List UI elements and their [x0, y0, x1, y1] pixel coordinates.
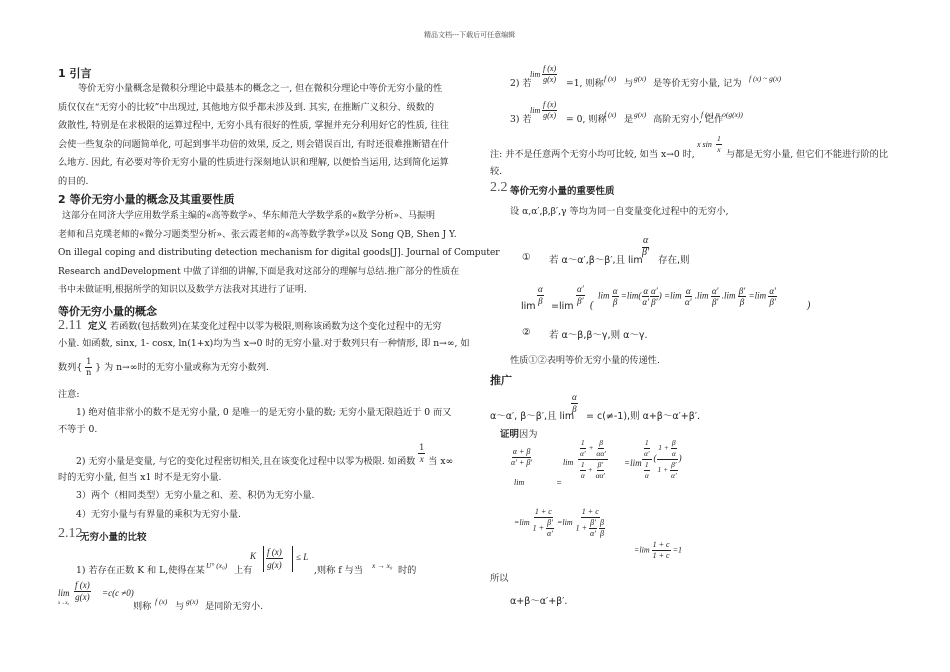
fraction-denominator: x — [717, 145, 721, 154]
abs-ratio — [266, 546, 283, 571]
eq-chain: lim $\frac{\alpha}{\beta}$ =lim( $\frac{\alpha}{\alpha'}$ $\frac{\alpha'}{\beta'}$ ) =lim $\frac{\alpha}{\alpha'}$ .lim $\frac{\alpha'}{\beta'}$ .lim $\frac{\beta'}{\beta}$ =lim $\frac{\alpha'}{\beta'}$ — [598, 286, 777, 307]
fraction-denominator: 1 + $\frac{\beta'}{\alpha'}$ — [532, 518, 553, 538]
fraction-denominator: β — [612, 297, 618, 307]
case-2-post: 是等价无穷小量, 记为 — [653, 78, 742, 89]
fraction-denominator: β′ — [642, 247, 650, 258]
fraction-numerator: 1 + c — [652, 540, 670, 549]
case-1-conclusion: 是同阶无穷小. — [205, 601, 264, 612]
eq-paren-close: ) — [807, 300, 811, 311]
fraction-denominator: $\frac{1}{\alpha}$ — [644, 460, 649, 480]
section-1-paragraph — [58, 80, 463, 191]
limit-process: x → x₀ — [372, 561, 393, 570]
case-3-post: 高阶无穷小, 记作 — [653, 114, 724, 125]
paragraph-line: 么地方. 因此, 有必要对等价无穷小量的性质进行深刻地认识和理解, 以便恰当运用, 达到简化运算 — [58, 157, 449, 168]
f-over-g-fraction — [266, 546, 283, 571]
definition-line-2: 小量. 如函数, sinx, 1- cosx, ln(1+x)均为当 x→0 时的无穷小量.对于数列只有一种情形, 即 n→∞, 如 — [58, 338, 470, 349]
paragraph-line: 敛散性, 特别是在求极限的运算过程中, 无穷小具有很好的性质, 掌握并充分利用好它的性质, 往往 — [58, 120, 449, 131]
comparison-note-line-1: 注: 并不是任意两个无穷小均可比较, 如当 x→0 时, — [490, 149, 695, 160]
lim-text: lim — [670, 290, 682, 301]
fraction-numerator: 1 — [419, 443, 425, 452]
paragraph-line: 会使一些复杂的问题简单化, 可起到事半功倍的效果, 反之, 则会错误百出, 有时还很难推断错在什 — [58, 138, 449, 150]
result-lim: =lim — [634, 545, 650, 555]
fraction-numerator: α — [538, 284, 543, 294]
properties-setup: 设 α,α′,β,β′,γ 等均为同一自变量变化过程中的无穷小, — [510, 206, 729, 217]
fraction-denominator: 1 + $\frac{\beta'}{\alpha'}$ — [657, 460, 677, 480]
fraction-denominator: 1 + $\frac{\beta'}{\alpha'}$ $\frac{\beta}{\beta}$ — [575, 518, 604, 538]
g-symbol: g(x) — [634, 110, 647, 119]
therefore-label: 所以 — [490, 573, 509, 584]
fraction-denominator: g(x) — [75, 592, 90, 602]
paragraph-line: On illegal coping and distributing detection mechanism for digital goods[J]. Journal of Computer — [58, 248, 500, 258]
case-2-ratio — [542, 64, 557, 85]
case-3-ratio — [542, 100, 557, 121]
fraction-denominator: β′ — [577, 296, 584, 306]
fraction-numerator: 1 — [717, 134, 721, 143]
case-1-then: ,则称 f 与当 — [314, 565, 363, 576]
fraction-denominator: α′ — [684, 297, 692, 307]
case-1-limit-ratio — [74, 580, 91, 603]
case-3-is: 是 — [624, 114, 634, 125]
one-over-n-fraction — [85, 357, 92, 378]
transitivity-remark: 性质①②表明等价无穷小量的传递性. — [510, 355, 660, 366]
alpha-over-beta — [537, 283, 544, 306]
lim-operator: lim — [58, 588, 70, 598]
fraction-denominator: β′ — [651, 297, 658, 307]
section-1-title: 1 引言 — [58, 67, 92, 80]
case-3-label: 3) 若 — [510, 114, 532, 125]
fraction-denominator: g(x) — [267, 560, 282, 570]
case-2-label: 2) 若 — [510, 78, 532, 89]
property-2-text: 若 α～β,β～γ,则 α～γ. — [549, 330, 648, 341]
eq-frac-2 — [576, 283, 585, 306]
proof-line — [500, 426, 537, 445]
lim-text: lim — [558, 301, 574, 312]
chain-frac — [768, 286, 777, 307]
fraction-numerator: α + β — [512, 447, 531, 456]
equivalence-relation: f (x) ~ g(x) — [749, 74, 782, 83]
fraction-denominator: β′ — [769, 297, 776, 307]
sequence-close: } 为 n→∞时的无穷小量或称为无穷小数列. — [95, 362, 269, 373]
fraction-numerator: 1 — [86, 357, 92, 366]
note-2-tail: 当 x∞ — [428, 456, 454, 467]
eq-paren-open: ( — [590, 300, 594, 311]
lim-text: lim — [626, 290, 639, 301]
one-over-x-fraction — [418, 443, 425, 464]
proof-label: 证明 — [500, 429, 520, 440]
chain-frac — [738, 286, 746, 307]
chain-frac — [711, 286, 720, 307]
chain-frac — [684, 286, 693, 307]
comparison-note-tail: 与都是无穷小量, 但它们不能进行阶的比 — [726, 149, 889, 160]
proof-result — [634, 540, 682, 561]
lim-operator: lim — [563, 458, 574, 467]
fraction-denominator: $\frac{1}{\alpha}$ + $\frac{\beta'}{\alpha\alpha'}$ — [580, 460, 606, 480]
section-2-title: 2 等价无穷小量的概念及其重要性质 — [58, 193, 235, 206]
paragraph-line: 这部分在同济大学应用数学系主编的«高等数学»、华东师范大学数学系的«数学分析»、马振明 — [62, 211, 436, 221]
f-over-g-fraction — [542, 64, 557, 85]
proof-step-1 — [510, 447, 533, 468]
property-2-number: ② — [522, 327, 531, 338]
fraction-denominator: g(x) — [543, 75, 556, 84]
one-over-x-fraction — [716, 134, 722, 155]
fraction-numerator: α′ — [651, 286, 658, 296]
nested-fraction — [532, 507, 555, 539]
fraction-denominator: β — [538, 296, 543, 306]
property-1-text: 若 α～α′,β～β′,且 lim — [549, 255, 643, 266]
fraction-numerator: α — [642, 235, 649, 246]
subsection-number-2-11: 2.11 — [58, 318, 82, 333]
alpha-over-beta — [641, 235, 650, 258]
fraction-denominator: g(x) — [543, 111, 556, 120]
case-1-when: 时的 — [398, 565, 417, 576]
subsection-number-2-12: 2.12 — [58, 526, 83, 541]
f-over-g-fraction — [542, 100, 557, 121]
subsection-comparison-title: 无穷小量的比较 — [80, 532, 147, 543]
chain-frac — [650, 286, 659, 307]
fraction-denominator: 1 + c — [652, 551, 670, 560]
nested-fraction — [656, 438, 678, 481]
fraction-denominator: n — [86, 368, 92, 377]
proof-conclusion: α+β～α′+β′. — [510, 596, 568, 607]
xsin-expression: x sin — [697, 140, 712, 149]
definition-label: 定义 — [88, 321, 108, 332]
chain-frac — [641, 286, 650, 307]
fraction — [716, 134, 722, 155]
lim-operator: lim — [514, 478, 525, 487]
fraction-numerator: $\frac{1}{\alpha'}$ + $\frac{\beta}{\alpha\alpha'}$ — [580, 438, 606, 458]
paragraph-line: 的目的. — [58, 175, 89, 187]
fraction-denominator: x — [419, 454, 424, 464]
lim-text: lim — [754, 290, 767, 301]
note-1-line-2: 不等于 0. — [58, 424, 98, 435]
note-3: 3）两个（相同类型）无穷小量之和、差、积仍为无穷小量. — [76, 490, 315, 501]
sequence-open: 数列{ — [58, 362, 83, 373]
proof-text: 因为 — [519, 429, 538, 440]
eq-sign: =lim — [624, 458, 642, 468]
result-value: =1 — [672, 545, 682, 555]
fraction-numerator: f (x) — [267, 547, 282, 557]
paragraph-line: 书中未做证明,根据所学的知识以及数学方法我对其进行了证明. — [58, 285, 307, 295]
f-symbol: f (x) — [604, 110, 617, 119]
case-1-text: 1) 若存在正数 K 和 L,使得在某 — [76, 565, 205, 576]
proof-step-3: $\frac{\frac{1}{\alpha'}}{\frac{1}{\alpha}}$ ( 1 + $\frac{\beta}{\alpha}$ 1 + $\frac{\beta'}{\alpha'}$ ) — [644, 438, 682, 480]
note-1-line-1: 1) 绝对值非常小的数不是无穷小量, 0 是唯一的是无穷小量的数; 无穷小量无限趋近于 0 而又 — [76, 407, 452, 418]
fraction-numerator: f (x) — [543, 100, 557, 109]
lim-text: lim — [724, 290, 736, 301]
fraction-numerator: 1 + c — [534, 507, 552, 516]
fraction-numerator: α′ — [577, 284, 584, 294]
note-2-line-2: 时的无穷小量, 但当 x1 时不是无穷小量. — [58, 472, 222, 483]
abs-bar-right — [292, 546, 293, 572]
note-4: 4）无穷小量与有界量的乘积为无穷小量. — [76, 509, 241, 520]
case-1-then-2: 则称 — [133, 601, 152, 612]
note-2-text: 2) 无穷小量是变量, 与它的变化过程密切相关,且在该变化过程中以零为极限. 如函数 — [76, 456, 416, 467]
result-fraction — [652, 540, 671, 561]
fraction-numerator: $\frac{1}{\alpha'}$ — [644, 438, 650, 458]
case-1-and: 与 — [175, 601, 185, 612]
fraction-numerator: f (x) — [543, 64, 557, 73]
definition-line-3 — [58, 357, 269, 378]
fraction-numerator: α — [643, 286, 649, 296]
case-1-on: 上有 — [234, 565, 253, 576]
fraction-denominator: β — [739, 297, 745, 307]
little-o-relation: f (x) = o(g(x)) — [701, 110, 743, 119]
paragraph-line: 质仅仅在“无穷小的比较”中出现过, 其他地方似乎都未涉及到. 其实, 在推断广义积分、级数的 — [58, 101, 435, 113]
fraction-denominator: β — [572, 404, 577, 414]
fraction-denominator: β′ — [711, 297, 719, 307]
fraction-denominator: α′ — [642, 297, 650, 307]
notes-label: 注意: — [58, 389, 80, 400]
constant-k: K — [250, 551, 257, 561]
case-2-and: 与 — [624, 78, 634, 89]
fraction-numerator: f (x) — [75, 580, 90, 590]
section-2-paragraph — [58, 207, 500, 300]
alpha-over-beta — [571, 391, 578, 414]
chain-frac — [612, 286, 619, 307]
definition-line-1 — [88, 318, 442, 337]
eq-sign: = — [556, 478, 563, 488]
case-2-eq: =1, 则称 — [566, 78, 604, 89]
f-symbol: f (x) — [155, 597, 168, 606]
lim-operator: lim — [530, 106, 541, 115]
fraction-numerator: 1 + c — [581, 507, 599, 516]
limit-constant: =c(c ≠0) — [102, 588, 134, 598]
fraction-numerator: α′ — [769, 286, 777, 296]
generalization-tail: = c(≠-1),则 α+β～α′+β′. — [586, 411, 700, 422]
eq-lim: lim — [521, 301, 536, 312]
fraction-numerator: β′ — [738, 286, 746, 296]
nested-fraction — [642, 438, 652, 481]
upper-bound-l: ≤ L — [296, 552, 309, 562]
comparison-note-line-2: 较. — [490, 166, 503, 177]
property-1-ratio — [641, 235, 650, 258]
lim-text: lim — [697, 290, 709, 301]
page-header: 精品文档---下载后可任意编辑 — [424, 31, 516, 39]
alpha-prime-over-beta-prime — [576, 283, 585, 306]
fraction-numerator: 1 + $\frac{\beta}{\alpha}$ — [658, 438, 676, 458]
fraction-numerator: α — [572, 392, 577, 402]
fraction-numerator: α — [612, 286, 618, 296]
generalization-ratio — [571, 391, 578, 414]
paragraph-line: 等价无穷小量概念是微积分理论中最基本的概念之一, 但在微积分理论中等价无穷小量的性 — [78, 83, 443, 94]
eq-equals-lim: =lim — [551, 301, 574, 312]
sum-ratio — [510, 447, 533, 468]
subsection-properties-title: 等价无穷小量的重要性质 — [510, 186, 615, 197]
subsection-number-2-2: 2.2 — [490, 180, 508, 195]
fraction-denominator: α′ + β′ — [511, 458, 533, 467]
case-3-eq: = 0, 则称 — [566, 114, 607, 125]
eq-frac-1 — [537, 283, 544, 306]
proof-step-2 — [578, 438, 608, 481]
g-symbol: g(x) — [634, 74, 647, 83]
generalization-text: α～α′, β～β′,且 lim — [490, 411, 575, 422]
g-symbol: g(x) — [186, 597, 199, 606]
property-1-number: ① — [522, 252, 531, 263]
nested-fraction — [575, 507, 606, 539]
property-1-post: 存在,则 — [658, 255, 690, 266]
abs-bar-left — [263, 546, 264, 572]
proof-step-4: =lim 1 + c 1 + $\frac{\beta'}{\alpha'}$ =lim 1 + c 1 + $\frac{\beta'}{\alpha'}$ $\frac{\beta}{\beta}$ — [514, 507, 604, 538]
subsection-concept-heading: 等价无穷小量的概念 — [58, 305, 157, 318]
generalization-title: 推广 — [490, 374, 512, 387]
f-over-g-fraction — [74, 580, 91, 603]
definition-text: 若函数(包括数列)在某变化过程中以零为极限,则称该函数为这个变化过程中的无穷 — [107, 321, 442, 332]
lim-operator: lim — [530, 70, 541, 79]
lim-subscript: x→x₀ — [58, 601, 70, 606]
paragraph-line: Research andDevelopment 中做了详细的讲解,下面是我对这部分的理解与总结.推广部分的性质在 — [58, 266, 460, 277]
fraction-numerator: α′ — [711, 286, 719, 296]
nested-fraction — [578, 438, 608, 481]
lim-text: lim — [598, 290, 610, 301]
paragraph-line: 老师和吕克璞老师的«微分习题类型分析»、张云霞老师的«高等数学教学»以及 Song QB, Shen J Y. — [58, 229, 457, 240]
f-symbol: f (x) — [604, 74, 617, 83]
fraction-numerator: α — [685, 286, 691, 296]
neighborhood-symbol: U° (x₀) — [206, 561, 228, 570]
